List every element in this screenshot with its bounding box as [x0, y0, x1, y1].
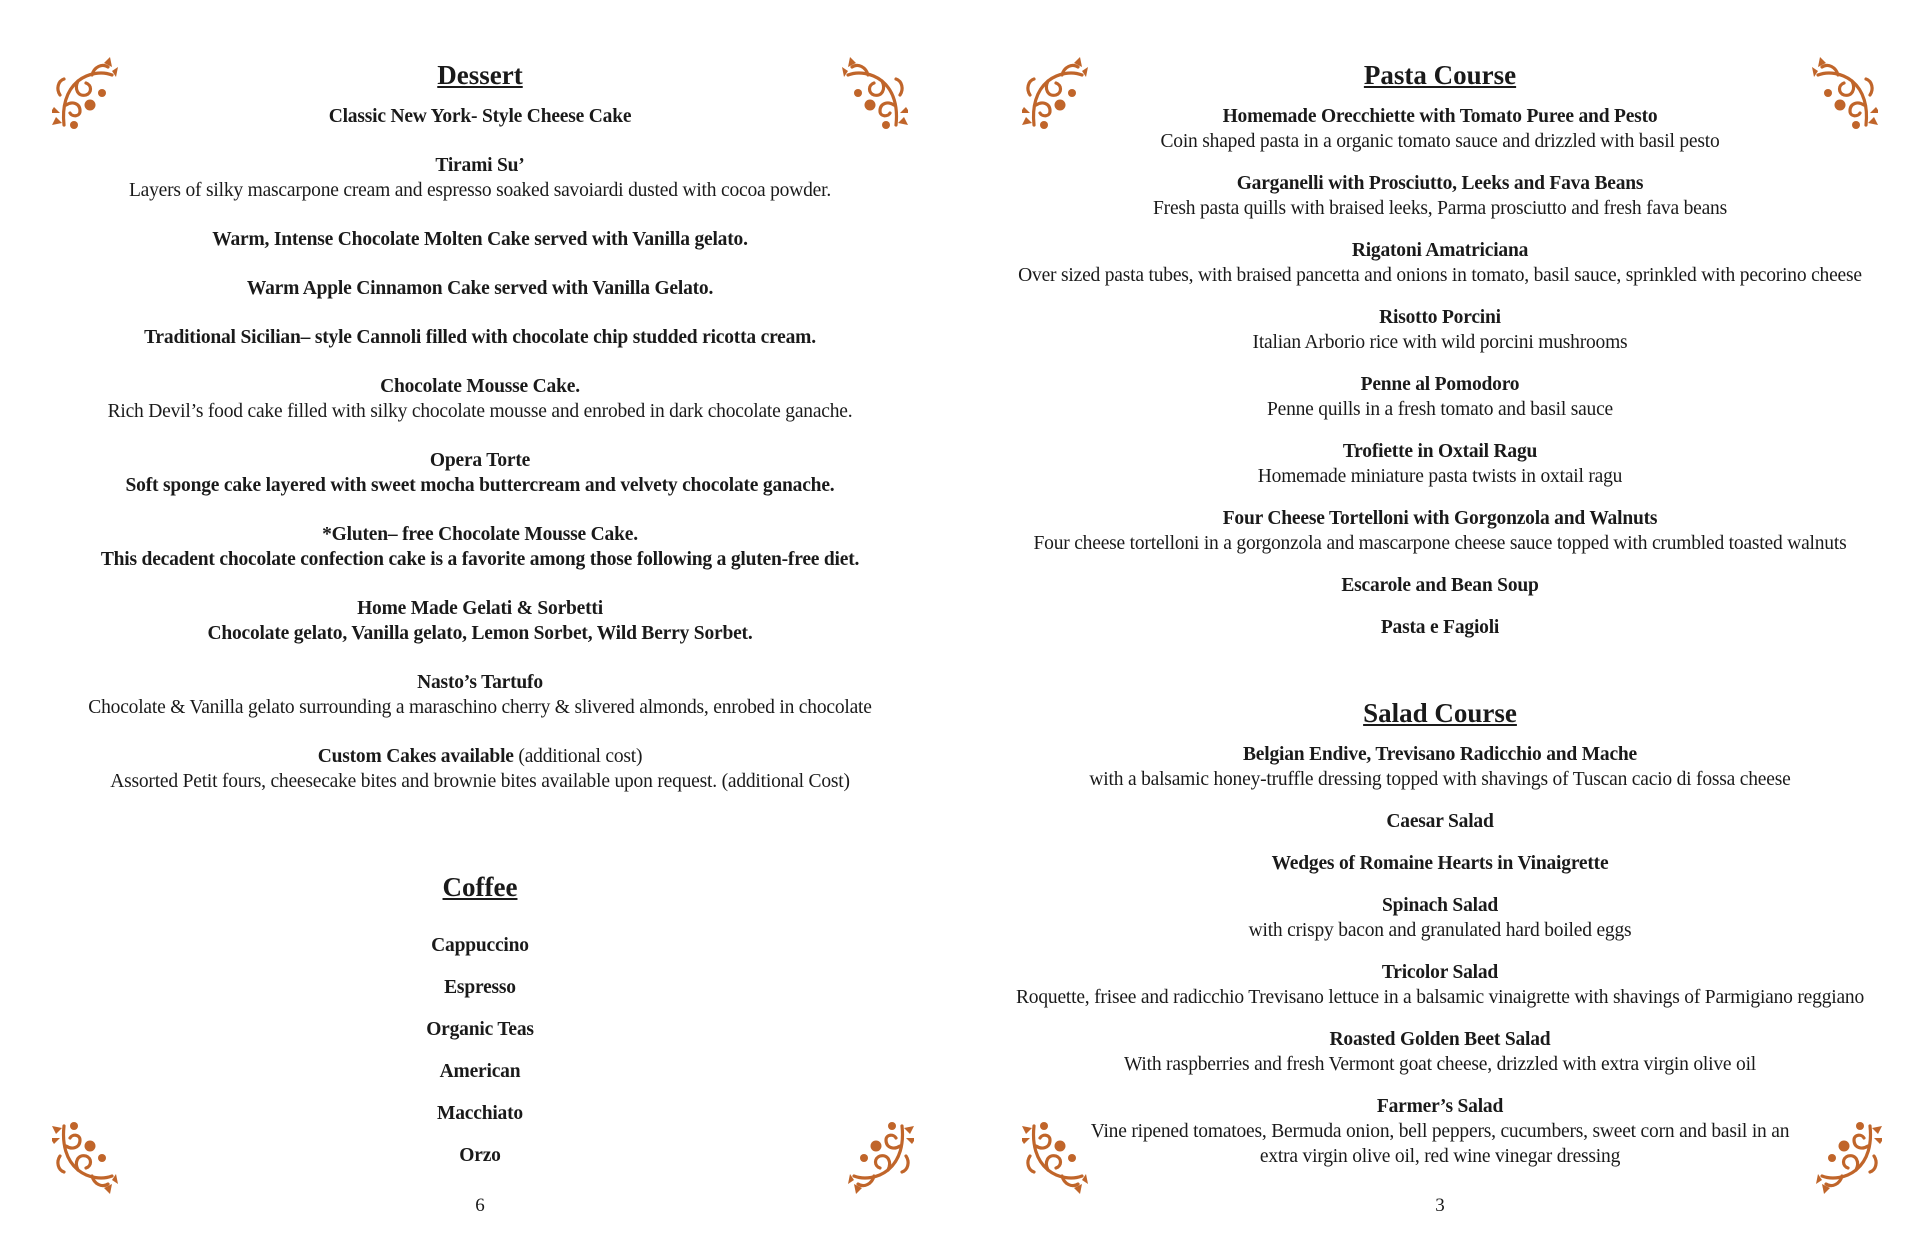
- scroll-flourish-icon: [1022, 57, 1088, 129]
- ornament-bottom-right: [848, 1120, 914, 1196]
- item-name: Chocolate Mousse Cake.: [380, 376, 580, 397]
- scroll-flourish-icon: [848, 1122, 914, 1194]
- menu-item: [0, 596, 960, 646]
- menu-item: [960, 809, 1920, 834]
- item-name: Belgian Endive, Trevisano Radicchio and Mache: [1242, 744, 1638, 765]
- item-description: Roquette, frisee and radicchio Trevisano lettuce in a balsamic vinaigrette with shavings of Parmigiano reggiano: [1015, 987, 1865, 1008]
- menu-item: [0, 276, 960, 301]
- menu-item: [0, 1101, 960, 1126]
- menu-item: [960, 851, 1920, 876]
- item-description: Soft sponge cake layered with sweet mocha buttercream and velvety chocolate ganache.: [125, 475, 835, 496]
- ornament-bottom-right: [1816, 1120, 1882, 1196]
- menu-item: [0, 1017, 960, 1042]
- item-name: Farmer’s Salad: [1376, 1096, 1504, 1117]
- item-name: Caesar Salad: [1386, 811, 1494, 832]
- scroll-flourish-icon: [1816, 1122, 1882, 1194]
- menu-item: [0, 1143, 960, 1168]
- menu-item: [960, 1094, 1920, 1169]
- item-name-text: Custom Cakes available: [317, 746, 514, 767]
- item-note: (additional cost): [513, 746, 643, 767]
- menu-item: [0, 325, 960, 350]
- item-name: Rigatoni Amatriciana: [1351, 240, 1529, 261]
- item-name: Home Made Gelati & Sorbetti: [357, 598, 603, 619]
- ornament-top-left: [1022, 55, 1088, 131]
- item-name: Cappuccino: [431, 935, 529, 956]
- menu-item: [960, 615, 1920, 640]
- ornament-top-right: [1812, 55, 1878, 131]
- dessert-list: [0, 104, 960, 818]
- menu-item: [960, 506, 1920, 556]
- salad-course-list: [960, 742, 1920, 1186]
- item-name: Orzo: [459, 1145, 501, 1166]
- item-name: Warm Apple Cinnamon Cake served with Vanilla Gelato.: [246, 278, 714, 299]
- menu-item: [0, 104, 960, 129]
- right-page: [960, 0, 1920, 1243]
- menu-item: [960, 439, 1920, 489]
- item-name: Organic Teas: [426, 1019, 534, 1040]
- scroll-flourish-icon: [52, 57, 118, 129]
- dessert-title: Dessert: [437, 60, 523, 90]
- item-description: Chocolate gelato, Vanilla gelato, Lemon Sorbet, Wild Berry Sorbet.: [207, 623, 753, 644]
- item-name: Traditional Sicilian– style Cannoli filled with chocolate chip studded ricotta cream.: [144, 327, 816, 348]
- scroll-flourish-icon: [1812, 57, 1878, 129]
- menu-item: [960, 893, 1920, 943]
- pasta-course-title: Pasta Course: [1363, 60, 1517, 90]
- salad-course-title: Salad Course: [1363, 698, 1517, 728]
- item-name: Espresso: [444, 977, 516, 998]
- coffee-title: Coffee: [442, 872, 518, 902]
- ornament-bottom-left: [52, 1120, 118, 1196]
- menu-item: [960, 104, 1920, 154]
- item-name: [0, 744, 960, 769]
- item-name: Warm, Intense Chocolate Molten Cake served with Vanilla gelato.: [212, 229, 748, 250]
- item-description: Rich Devil’s food cake filled with silky chocolate mousse and enrobed in dark chocolate ganache.: [107, 401, 853, 422]
- menu-item: [0, 522, 960, 572]
- menu-item: [960, 1027, 1920, 1077]
- item-name: Escarole and Bean Soup: [1341, 575, 1539, 596]
- item-name: Opera Torte: [429, 450, 531, 471]
- page-number: 3: [1435, 1195, 1445, 1216]
- menu-item: [0, 227, 960, 252]
- item-name: Trofiette in Oxtail Ragu: [1342, 441, 1538, 462]
- item-name: Penne al Pomodoro: [1360, 374, 1520, 395]
- item-name: Nasto’s Tartufo: [417, 672, 543, 693]
- menu-item: [960, 238, 1920, 288]
- scroll-flourish-icon: [1022, 1122, 1088, 1194]
- item-description: Vine ripened tomatoes, Bermuda onion, bell peppers, cucumbers, sweet corn and basil in an: [1090, 1121, 1790, 1142]
- item-name: *Gluten– free Chocolate Mousse Cake.: [322, 524, 638, 545]
- item-description: Layers of silky mascarpone cream and espresso soaked savoiardi dusted with cocoa powder.: [128, 180, 832, 201]
- item-description: Italian Arborio rice with wild porcini mushrooms: [1252, 332, 1628, 353]
- item-name: Roasted Golden Beet Salad: [1329, 1029, 1551, 1050]
- item-description: Chocolate & Vanilla gelato surrounding a maraschino cherry & slivered almonds, enrobed in chocolate: [88, 697, 872, 718]
- item-name: Macchiato: [437, 1103, 523, 1124]
- item-name: Tricolor Salad: [1381, 962, 1499, 983]
- scroll-flourish-icon: [842, 57, 908, 129]
- item-name: Tirami Su’: [435, 155, 525, 176]
- ornament-bottom-left: [1022, 1120, 1088, 1196]
- item-name: American: [439, 1061, 521, 1082]
- item-description: Coin shaped pasta in a organic tomato sauce and drizzled with basil pesto: [1160, 131, 1720, 152]
- item-description: Four cheese tortelloni in a gorgonzola and mascarpone cheese sauce topped with crumbled toasted walnuts: [1033, 533, 1847, 554]
- item-description: Assorted Petit fours, cheesecake bites and brownie bites available upon request. (additional Cost): [110, 771, 850, 792]
- item-name: Pasta e Fagioli: [1380, 617, 1500, 638]
- menu-item: [960, 372, 1920, 422]
- ornament-top-left: [52, 55, 118, 131]
- menu-item: [0, 1059, 960, 1084]
- menu-item: [0, 153, 960, 203]
- item-description: Penne quills in a fresh tomato and basil sauce: [1266, 399, 1614, 420]
- ornament-top-right: [842, 55, 908, 131]
- menu-item: [960, 171, 1920, 221]
- item-name: Risotto Porcini: [1379, 307, 1501, 328]
- coffee-list: [0, 933, 960, 1185]
- item-name: Spinach Salad: [1381, 895, 1499, 916]
- scroll-flourish-icon: [52, 1122, 118, 1194]
- menu-item: [960, 573, 1920, 598]
- item-description: Fresh pasta quills with braised leeks, Parma prosciutto and fresh fava beans: [1153, 198, 1727, 219]
- item-name: Garganelli with Prosciutto, Leeks and Fava Beans: [1236, 173, 1644, 194]
- item-description: Homemade miniature pasta twists in oxtail ragu: [1257, 466, 1623, 487]
- page-number: 6: [475, 1195, 485, 1216]
- menu-item: [960, 960, 1920, 1010]
- item-description: with a balsamic honey-truffle dressing topped with shavings of Tuscan cacio di fossa cheese: [1089, 769, 1791, 790]
- menu-item: [0, 975, 960, 1000]
- menu-item: [0, 374, 960, 424]
- menu-item: [960, 742, 1920, 792]
- item-description: extra virgin olive oil, red wine vinegar dressing: [1259, 1146, 1621, 1167]
- item-name: Classic New York- Style Cheese Cake: [328, 106, 632, 127]
- item-name: Homemade Orecchiette with Tomato Puree and Pesto: [1222, 106, 1658, 127]
- menu-item: [0, 933, 960, 958]
- menu-item: [0, 670, 960, 720]
- menu-item: [0, 448, 960, 498]
- item-description: Over sized pasta tubes, with braised pancetta and onions in tomato, basil sauce, sprinkled with pecorino cheese: [1018, 265, 1862, 286]
- menu-item: [0, 744, 960, 794]
- item-name: Four Cheese Tortelloni with Gorgonzola and Walnuts: [1222, 508, 1658, 529]
- item-name: Wedges of Romaine Hearts in Vinaigrette: [1271, 853, 1609, 874]
- item-description: This decadent chocolate confection cake is a favorite among those following a gluten-free diet.: [100, 549, 860, 570]
- item-description: with crispy bacon and granulated hard boiled eggs: [1248, 920, 1632, 941]
- pasta-course-list: [960, 104, 1920, 657]
- menu-item: [960, 305, 1920, 355]
- item-description: With raspberries and fresh Vermont goat cheese, drizzled with extra virgin olive oil: [1123, 1054, 1757, 1075]
